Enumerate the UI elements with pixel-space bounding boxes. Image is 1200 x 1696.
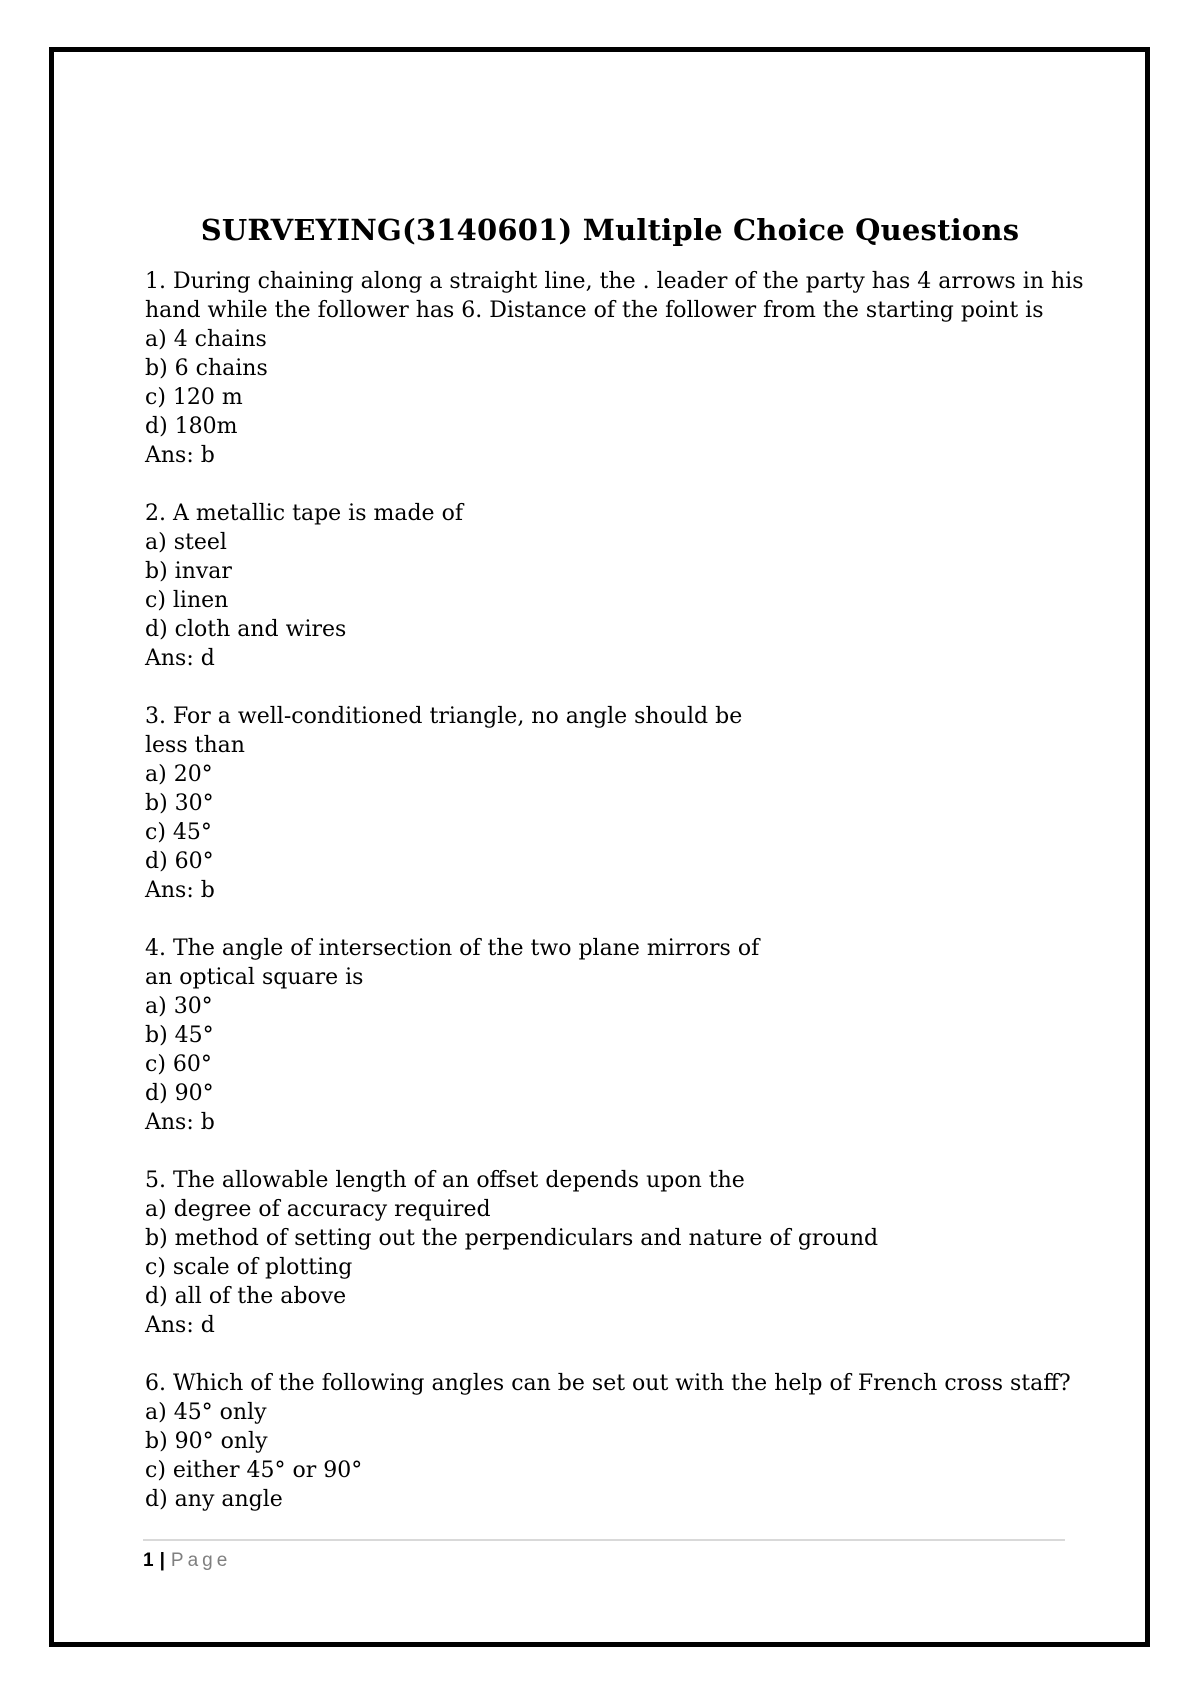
question-5 — [145, 1166, 1075, 1340]
question-text-line: 5. The allowable length of an offset depends upon the — [145, 1168, 745, 1193]
option-b: b) 6 chains — [145, 356, 268, 381]
answer-line: Ans: b — [145, 878, 215, 903]
page-number: 1 — [143, 1550, 154, 1571]
question-text-line: 1. During chaining along a straight line, the . leader of the party has 4 arrows in his — [145, 269, 1084, 294]
option-d: d) any angle — [145, 1487, 283, 1512]
option-b: b) 90° only — [145, 1429, 268, 1454]
option-a: a) 45° only — [145, 1400, 267, 1425]
option-a: a) 4 chains — [145, 327, 267, 352]
option-b: b) 30° — [145, 791, 214, 816]
question-text-line: an optical square is — [145, 965, 364, 990]
option-c: c) 45° — [145, 820, 212, 845]
question-6 — [145, 1369, 1075, 1514]
question-2 — [145, 499, 1075, 673]
option-c: c) scale of plotting — [145, 1255, 353, 1280]
answer-line: Ans: d — [145, 646, 215, 671]
option-a: a) 20° — [145, 762, 213, 787]
answer-line: Ans: d — [145, 1313, 215, 1338]
option-d: d) 60° — [145, 849, 214, 874]
document-body — [145, 210, 1084, 1543]
document-title: SURVEYING(3140601) Multiple Choice Questions — [200, 213, 1020, 247]
option-d: d) all of the above — [145, 1284, 347, 1309]
option-d: d) 180m — [145, 414, 238, 439]
option-d: d) cloth and wires — [145, 617, 347, 642]
question-text-line: less than — [145, 733, 245, 758]
question-text-line: 3. For a well-conditioned triangle, no angle should be — [145, 704, 743, 729]
question-text-line: 6. Which of the following angles can be set out with the help of French cross staff? — [145, 1371, 1071, 1396]
option-c: c) either 45° or 90° — [145, 1458, 363, 1483]
page-footer — [143, 1539, 1065, 1573]
question-text-line: 4. The angle of intersection of the two plane mirrors of — [145, 936, 760, 961]
answer-line: Ans: b — [145, 1110, 215, 1135]
option-b: b) invar — [145, 559, 232, 584]
footer-separator: | — [159, 1550, 165, 1571]
option-a: a) degree of accuracy required — [145, 1197, 491, 1222]
option-a: a) 30° — [145, 994, 213, 1019]
option-b: b) 45° — [145, 1023, 214, 1048]
option-c: c) 120 m — [145, 385, 243, 410]
question-text-line: 2. A metallic tape is made of — [145, 501, 463, 526]
option-c: c) linen — [145, 588, 229, 613]
option-c: c) 60° — [145, 1052, 212, 1077]
option-d: d) 90° — [145, 1081, 214, 1106]
page-label: Page — [170, 1550, 232, 1571]
option-a: a) steel — [145, 530, 227, 555]
answer-line: Ans: b — [145, 443, 215, 468]
question-3 — [145, 702, 1075, 905]
question-text-line: hand while the follower has 6. Distance of the follower from the starting point is — [145, 298, 1044, 323]
question-4 — [145, 934, 1075, 1137]
option-b: b) method of setting out the perpendiculars and nature of ground — [145, 1226, 879, 1251]
question-1 — [145, 267, 1084, 470]
